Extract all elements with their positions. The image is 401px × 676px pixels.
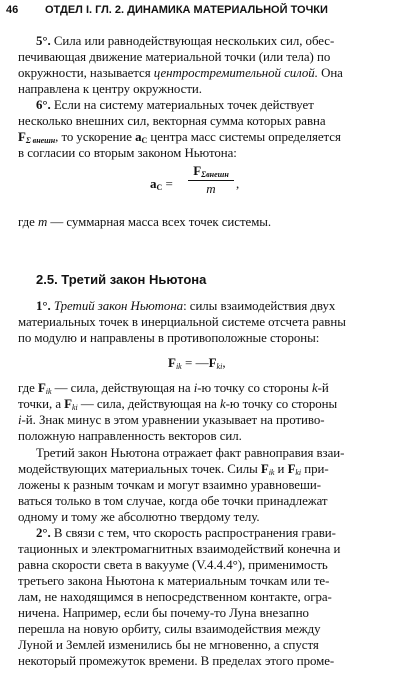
formula-comma: , xyxy=(236,176,240,191)
vector-F: F xyxy=(18,130,26,144)
text: где xyxy=(18,215,38,229)
subscript: Σ внешн xyxy=(25,136,56,145)
comma: , xyxy=(222,355,226,370)
vector-F: F xyxy=(37,381,46,395)
third-law-line-5: одному и тому же абсолютно твердому телу. xyxy=(18,510,260,524)
vector-a: a xyxy=(135,130,142,144)
symbol-m: m xyxy=(37,215,48,229)
vector-F: F xyxy=(260,462,269,476)
text: Если на систему материальных точек действует xyxy=(50,98,314,112)
vector-F: F xyxy=(64,397,72,411)
third-law-line-4: ваться только в том случае, когда обе точки принадлежат xyxy=(18,494,328,508)
paragraph-6-line-4: в согласии со вторым законом Ньютона: xyxy=(18,146,237,160)
paragraph-2-line-8: Луной и Землей изменились бы не мгновенно, а спустя xyxy=(18,638,319,652)
text: при- xyxy=(301,462,329,476)
text: : силы взаимодействия двух xyxy=(183,299,336,313)
text: окружности, называется xyxy=(18,66,154,80)
paragraph-2-line-1 xyxy=(36,526,336,541)
paragraph-6-line-2: несколько внешних сил, векторная сумма которых равна xyxy=(18,114,326,128)
text: В связи с тем, что скорость распространения грави- xyxy=(50,526,336,540)
vector-F: F xyxy=(193,163,202,178)
text: где xyxy=(18,381,38,395)
paragraph-6-line-1 xyxy=(36,98,314,113)
text: -й. Знак минус в этом уравнении указывает на противо- xyxy=(21,413,325,427)
where-line-3 xyxy=(18,413,325,428)
subscript: C xyxy=(156,183,163,192)
paragraph-5-line-4: направлена к центру окружности. xyxy=(18,82,202,96)
section-title: 2.5. Третий закон Ньютона xyxy=(36,272,207,287)
vector-a: a xyxy=(150,176,157,191)
text: -ю точку со стороны xyxy=(197,381,312,395)
formula-fraction xyxy=(188,163,234,197)
paragraph-2-line-9: некоторый промежуток времени. В пределах этого проме- xyxy=(18,654,335,668)
formula-third-law xyxy=(168,355,226,371)
running-title: ОТДЕЛ I. ГЛ. 2. ДИНАМИКА МАТЕРИАЛЬНОЙ ТОЧКИ xyxy=(45,4,328,16)
fraction-denominator: m xyxy=(206,181,216,196)
equals-minus: = — xyxy=(181,355,209,370)
paragraph-1-line-3: по модулю и направлены в противоположные стороны: xyxy=(18,331,320,345)
formula-acceleration-lhs xyxy=(150,176,173,192)
subscript: ki xyxy=(72,403,78,412)
symbol-i: i xyxy=(193,381,198,395)
text: — сила, действующая на xyxy=(77,397,220,411)
subscript: ik xyxy=(175,362,182,371)
paragraph-2-line-7: перешла на новую орбиту, силы взаимодействия между xyxy=(18,622,321,636)
symbol-k: k xyxy=(311,381,318,395)
text: точки, а xyxy=(18,397,65,411)
where-line-mass xyxy=(18,215,271,230)
term-italic: центростремительной силой. xyxy=(153,66,318,80)
paragraph-number: 2°. xyxy=(36,526,51,540)
subscript: ki xyxy=(295,468,302,477)
text: — сила, действующая на xyxy=(51,381,194,395)
text: модействующих материальных точек. Силы xyxy=(18,462,261,476)
where-line-4: положную направленность векторов сил. xyxy=(18,429,242,443)
paragraph-5-line-3 xyxy=(18,66,343,81)
vector-F: F xyxy=(208,355,217,370)
text: центра масс системы определяется xyxy=(147,130,341,144)
text: -ю точку со стороны xyxy=(225,397,338,411)
subscript: ik xyxy=(45,387,52,396)
symbol-k: k xyxy=(219,397,226,411)
page-number: 46 xyxy=(6,4,19,16)
text: , то ускорение xyxy=(55,130,136,144)
text: Сила или равнодействующая нескольких сил, обес- xyxy=(50,34,335,48)
text: и xyxy=(274,462,288,476)
paragraph-1-line-1 xyxy=(36,299,335,314)
subscript: ki xyxy=(216,362,223,371)
text: -й xyxy=(317,381,329,395)
paragraph-2-line-5: лам, не находящимся в непосредственном контакте, огра- xyxy=(18,590,332,604)
subscript: C xyxy=(141,136,148,145)
third-law-line-1: Третий закон Ньютона отражает факт равноправия взаи- xyxy=(36,446,345,460)
law-name-italic: Третий закон Ньютона xyxy=(50,299,184,313)
paragraph-2-line-6: ничена. Например, если бы почему-то Луна внезапно xyxy=(18,606,309,620)
vector-F: F xyxy=(168,355,176,370)
paragraph-5-line-2: печивающая движение материальной точки (или тела) по xyxy=(18,50,331,64)
symbol-i: i xyxy=(18,413,22,427)
paragraph-5-line-1 xyxy=(36,34,334,49)
paragraph-number: 1°. xyxy=(36,299,51,313)
paragraph-2-line-4: третьего закона Ньютона к материальным точкам или те- xyxy=(18,574,330,588)
text: — суммарная масса всех точек системы. xyxy=(47,215,272,229)
paragraph-number: 6°. xyxy=(36,98,51,112)
third-law-line-3: ложены к разным точкам и могут взаимно уравновеши- xyxy=(18,478,321,492)
subscript: ik xyxy=(268,468,275,477)
paragraph-1-line-2: материальных точек в инерциальной системе отсчета равны xyxy=(18,315,346,329)
paragraph-2-line-2: тационных и электромагнитных взаимодействий конечна и xyxy=(18,542,341,556)
vector-F: F xyxy=(287,462,296,476)
subscript: Σвнешн xyxy=(201,170,229,179)
equals-sign: = xyxy=(162,176,173,191)
fraction-numerator xyxy=(188,163,234,179)
paragraph-number: 5°. xyxy=(36,34,51,48)
paragraph-2-line-3: равна скорости света в вакууме (V.4.4.4°), применимость xyxy=(18,558,328,572)
text: Она xyxy=(317,66,343,80)
